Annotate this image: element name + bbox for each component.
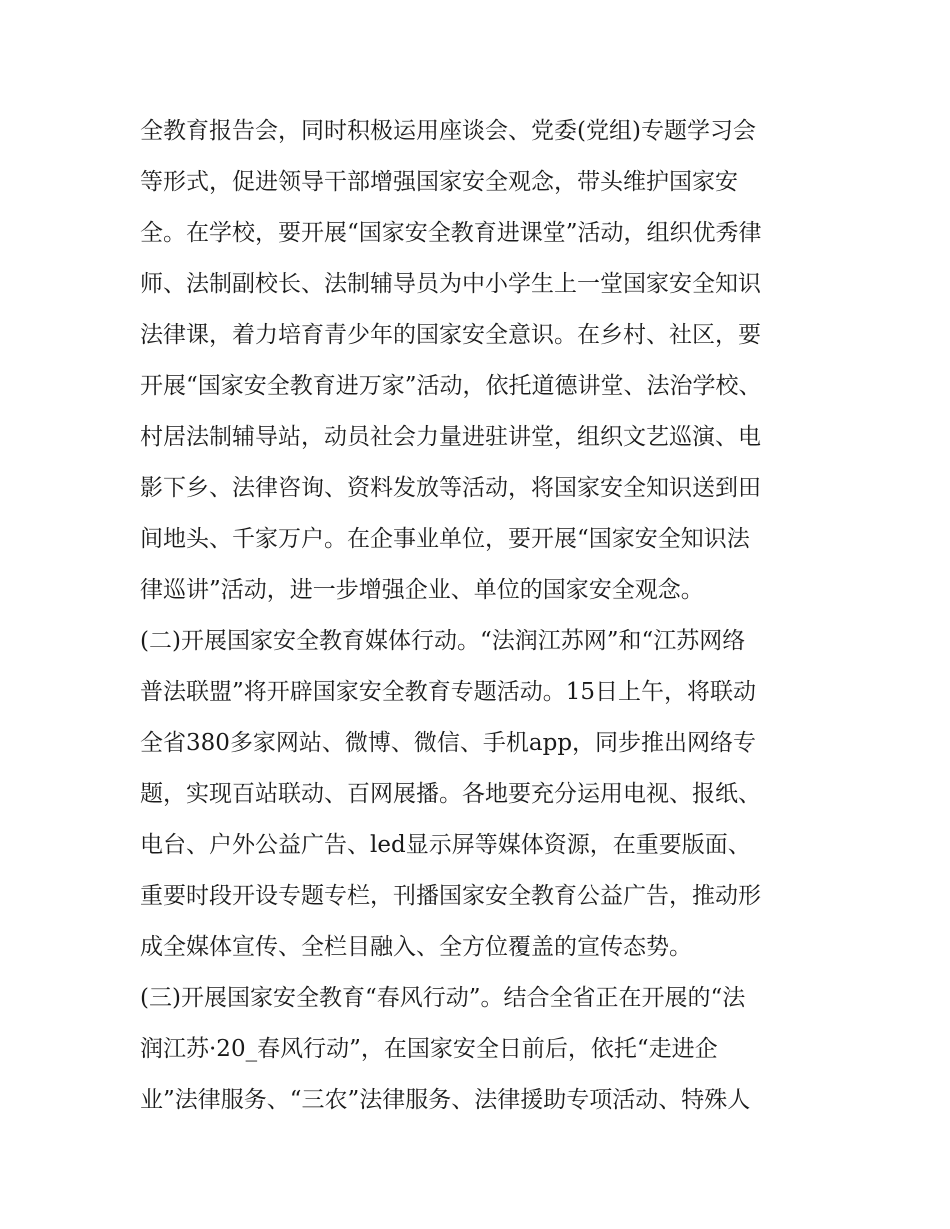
text-line: 律巡讲”活动，进一步增强企业、单位的国家安全观念。 <box>140 577 704 603</box>
text-line: 题，实现百站联动、百网展播。各地要充分运用电视、报纸、 <box>140 781 761 807</box>
document-body <box>140 106 830 1126</box>
text-line: 全教育报告会，同时积极运用座谈会、党委(党组)专题学习会 <box>140 118 756 144</box>
text-line: 润江苏·20_春风行动”，在国家安全日前后，依托“走进企 <box>140 1036 718 1062</box>
text-line: (二)开展国家安全教育媒体行动。“法润江苏网”和“江苏网络 <box>140 628 746 654</box>
text-line: 业”法律服务、“三农”法律服务、法律援助专项活动、特殊人 <box>140 1087 751 1113</box>
text-line: 开展“国家安全教育进万家”活动，依托道德讲堂、法治学校、 <box>140 373 762 399</box>
text-line: 间地头、千家万户。在企事业单位，要开展“国家安全知识法 <box>140 526 750 552</box>
text-line: 全。在学校，要开展“国家安全教育进课堂”活动，组织优秀律 <box>140 220 762 246</box>
text-line: 村居法制辅导站，动员社会力量进驻讲堂，组织文艺巡演、电 <box>140 424 761 450</box>
text-line: 电台、户外公益广告、led显示屏等媒体资源，在重要版面、 <box>140 832 751 858</box>
text-line: 全省380多家网站、微博、微信、手机app，同步推出网络专 <box>140 730 757 756</box>
text-line: 重要时段开设专题专栏，刊播国家安全教育公益广告，推动形 <box>140 883 761 909</box>
text-line: 普法联盟”将开辟国家安全教育专题活动。15日上午，将联动 <box>140 679 757 705</box>
text-line: 等形式，促进领导干部增强国家安全观念，带头维护国家安 <box>140 169 738 195</box>
text-line: (三)开展国家安全教育“春风行动”。结合全省正在开展的“法 <box>140 985 746 1011</box>
text-line: 法律课，着力培育青少年的国家安全意识。在乡村、社区，要 <box>140 322 761 348</box>
text-line: 影下乡、法律咨询、资料发放等活动，将国家安全知识送到田 <box>140 475 761 501</box>
text-line: 成全媒体宣传、全栏目融入、全方位覆盖的宣传态势。 <box>140 934 692 960</box>
text-line: 师、法制副校长、法制辅导员为中小学生上一堂国家安全知识 <box>140 271 761 297</box>
